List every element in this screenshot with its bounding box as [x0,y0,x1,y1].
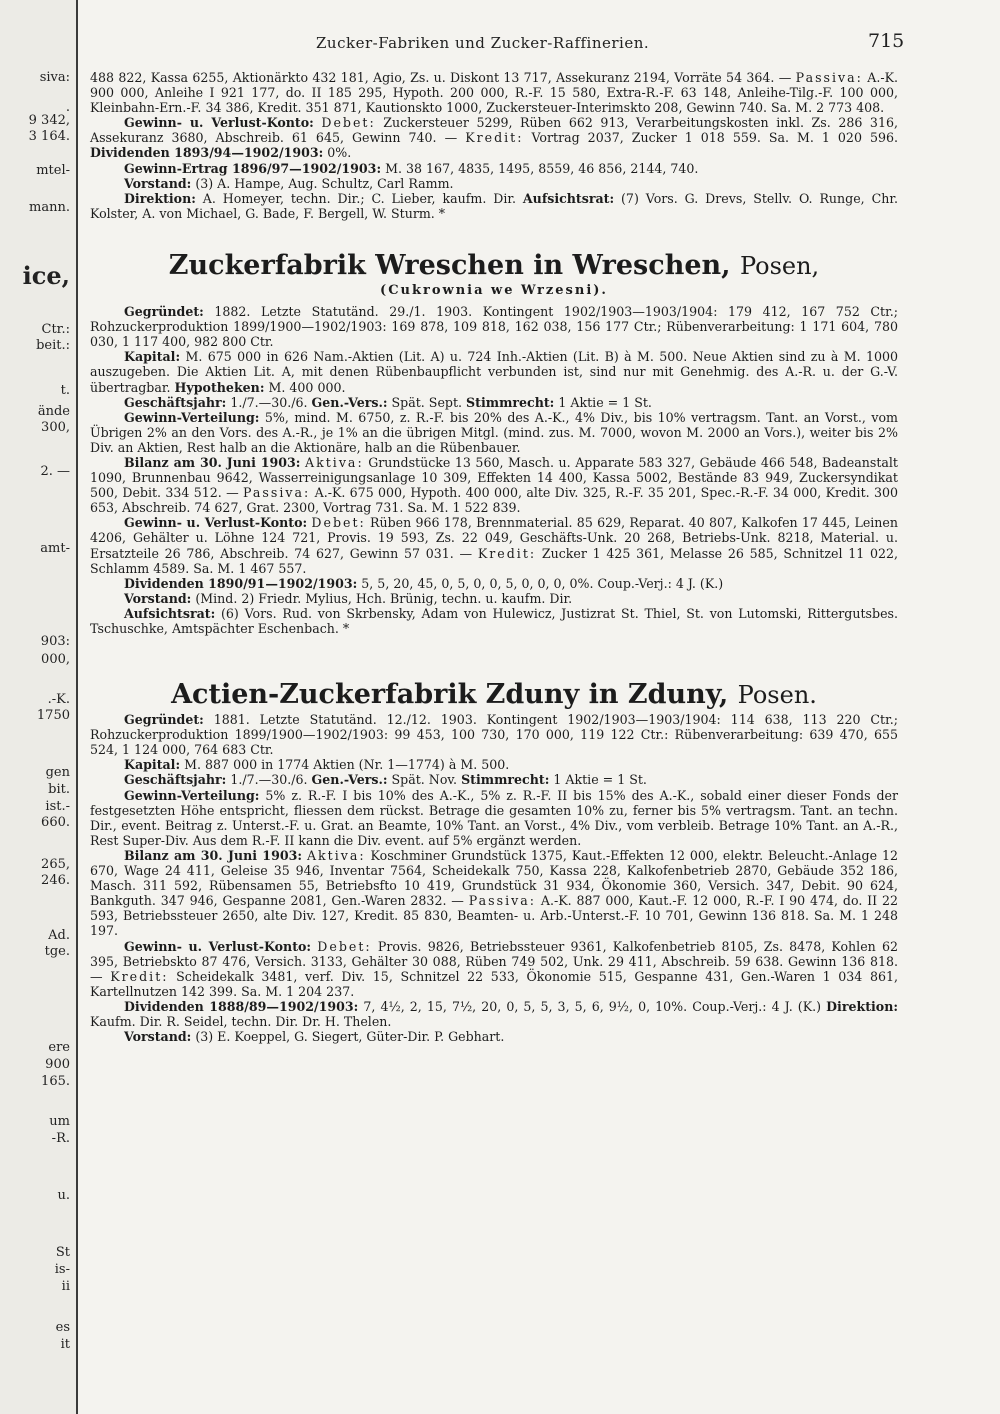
margin-fragment: ände [37,404,70,419]
margin-fragment: bit. [48,782,70,797]
left-margin-previous-page [0,0,78,1414]
margin-fragment: ist.- [45,799,70,814]
founded-entry: Gegründet: 1882. Letzte Statutänd. 29./1. 1903. Kontingent 1902/1903—1903/1904: 179 412, 167 752 Ctr.; Rohzuckerproduktion 1899/1900—1902/1903: 169 878, 109 818, 162 038, 156 177 Ctr.; Rübenverarbeitung: 1 171 604, 780 030, 1 117 400, 982 800 Ctr. [90,304,898,350]
margin-fragment: t. [60,383,70,398]
margin-fragment: 660. [41,815,70,830]
company-title: Actien-Zuckerfabrik Zduny in Zduny, Posen. [171,679,817,711]
balance-continuation: 488 822, Kassa 6255, Aktionärkto 432 181, Agio, Zs. u. Diskont 13 717, Assekuranz 2194, Vorräte 54 364. — Passiva: A.-K. 900 000, Anleihe I 921 177, do. II 185 295, Hypoth. 200 000, R.-F. 15 580, Extra-R.-F. 63 148, Anleihe-Tilg.-F. 100 000, Kleinbahn-Ern.-F. 34 386, Kredit. 351 871, Kautionskto 1000, Zuckersteuer-Interimskto 208, Gewinn 740. Sa. M. 2 773 408. [90,70,898,116]
margin-fragment: 000, [41,652,70,667]
margin-fragment: St [55,1245,70,1260]
margin-fragment: ice, [22,261,70,290]
business-year-entry: Geschäftsjahr: 1./7.—30./6. Gen.-Vers.: Spät. Nov. Stimmrecht: 1 Aktie = 1 St. [124,772,647,788]
business-year-entry: Geschäftsjahr: 1./7.—30./6. Gen.-Vers.: Spät. Sept. Stimmrecht: 1 Aktie = 1 St. [124,394,652,410]
balance-sheet-entry: Bilanz am 30. Juni 1903: Aktiva: Grundstücke 13 560, Masch. u. Apparate 583 327, Gebäude 466 548, Badeanstalt 1090, Brunnenbau 9642, Wasserreinigungsanlage 10 309, Effekten 14 400, Kassa 5002, Bestände 83 949, Zuckersyndikat 500, Debit. 334 512. — Passiva: A.-K. 675 000, Hypoth. 400 000, alte Div. 325, R.-F. 35 201, Spec.-R.-F. 34 000, Kredit. 300 653, Abschreib. 74 627, Grat. 2300, Vortrag 731. Sa. M. 1 522 839. [90,454,898,516]
margin-fragment: siva: [39,70,70,85]
margin-fragment: Ad. [48,928,70,943]
page-number: 715 [868,30,905,52]
board-entry: Vorstand: (3) E. Koeppel, G. Siegert, Güter-Dir. P. Gebhart. [124,1029,505,1045]
margin-fragment: -R. [51,1131,70,1146]
margin-fragment: mtel- [36,163,70,178]
margin-fragment: 246. [41,873,70,888]
margin-fragment: 900 [45,1057,70,1072]
margin-fragment: mann. [29,200,70,215]
margin-fragment: Ctr.: [41,322,70,337]
margin-fragment: es [55,1320,70,1335]
margin-fragment: tge. [44,944,70,959]
margin-fragment: u. [57,1188,70,1203]
company-entry-zduny [90,680,898,1044]
margin-fragment: 300, [41,420,70,435]
capital-entry: Kapital: M. 887 000 in 1774 Aktien (Nr. 1—1774) à M. 500. [124,757,510,773]
margin-fragment: gen [45,765,70,780]
profit-distribution-entry: Gewinn-Verteilung: 5% z. R.-F. I bis 10% des A.-K., 5% z. R.-F. II bis 15% des A.-K., sobald einer dieser Fonds der festgesetzten Höhe entspricht, fliessen dem rückst. Betrage die gesamten 10% zu, ferner bis 5% vertragsm. Tant. an techn. Dir., event. Beitrag z. Unterst.-F. u. Grat. an Beamte, 10% Tant. an Vorst., 4% Div., vom verbleib. Betrage 10% Tant. an A.-R., Rest Super-Div. Aus dem R.-F. II kann die Div. event. auf 5% ergänzt werden. [90,787,899,848]
board-entry: Vorstand: (Mind. 2) Friedr. Mylius, Hch. Brünig, techn. u. kaufm. Dir. [124,590,573,606]
running-title: Zucker-Fabriken und Zucker-Raffinerien. [316,34,650,52]
supervisory-board-entry: Aufsichtsrat: (6) Vors. Rud. von Skrbensky, Adam von Hulewicz, Justizrat St. Thiel, St. von Lutomski, Rittergutsbes. Tschuschke, Amtspächter Eschenbach. * [90,605,898,636]
margin-fragment: ere [48,1040,70,1055]
margin-fragment: is- [54,1262,70,1277]
margin-fragment: amt- [40,541,70,556]
margin-fragment: it [60,1337,70,1352]
previous-company-continuation [90,70,898,221]
main-text-column [90,70,898,1044]
management-entry: Direktion: A. Homeyer, techn. Dir.; C. Lieber, kaufm. Dir. Aufsichtsrat: (7) Vors. G. Drevs, Stellv. O. Runge, Chr. Kolster, A. von Michael, G. Bade, F. Bergell, W. Sturm. * [90,190,898,221]
capital-entry: Kapital: M. 675 000 in 626 Nam.-Aktien (Lit. A) u. 724 Inh.-Aktien (Lit. B) à M. 500. Neue Aktien sind zu à M. 1000 auszugeben. Die Aktien Lit. A, mit denen Rübenbaupflicht verbunden ist, sind nur mit Genehmig. des A.-R. u. der G.-V. übertragbar. Hypotheken: M. 400 000. [90,349,898,395]
profit-yield: Gewinn-Ertrag 1896/97—1902/1903: M. 38 167, 4835, 1495, 8559, 46 856, 2144, 740. [124,160,699,176]
dividends-entry: Dividenden 1888/89—1902/1903: 7, 4½, 2, 15, 7½, 20, 0, 5, 5, 3, 5, 6, 9½, 0, 10%. Coup.-Verj.: 4 J. (K.) Direktion: Kaufm. Dir. R. Seidel, techn. Dir. Dr. H. Thelen. [90,998,898,1029]
profit-loss-account: Gewinn- u. Verlust-Konto: Debet: Rüben 966 178, Brennmaterial. 85 629, Reparat. 40 807, Kalkofen 17 445, Leinen 4206, Gehälter u. Löhne 124 721, Provis. 19 593, Zs. 22 049, Geschäfts-Unk. 20 268, Betriebs-Unk. 8218, Material. u. Ersatzteile 26 786, Abschreib. 74 627, Gewinn 57 031. — Kredit: Zucker 1 425 361, Melasse 26 585, Schnitzel 11 022, Schlamm 4589. Sa. M. 1 467 557. [90,515,898,576]
margin-fragment: 3 164. [28,129,70,144]
margin-fragment: 265, [41,857,70,872]
margin-fragment: 9 342, [28,113,70,128]
company-title: Zuckerfabrik Wreschen in Wreschen, Posen, [168,249,820,281]
balance-sheet-entry: Bilanz am 30. Juni 1903: Aktiva: Koschminer Grundstück 1375, Kaut.-Effekten 12 000, elektr. Beleucht.-Anlage 12 670, Wage 24 411, Geleise 35 946, Inventar 7564, Scheidekalk 750, Kassa 228, Kalkofenbetrieb 2870, Gebäude 352 186, Masch. 311 592, Rübensamen 55, Betriebsfto 10 419, Grundstück 31 934, Ökonomie 360, Versich. 347, Debit. 90 624, Bankguth. 347 946, Gespanne 2081, Gen.-Waren 2832. — Passiva: A.-K. 887 000, Kaut.-F. 12 000, R.-F. I 90 474, do. II 22 593, Betriebssteuer 2650, alte Div. 127, Kredit. 85 830, Beamten- u. Arb.-Unterst.-F. 10 701, Gewinn 136 818. Sa. M. 1 248 197. [90,847,899,939]
profit-loss-account: Gewinn- u. Verlust-Konto: Debet: Zuckersteuer 5299, Rüben 662 913, Verarbeitungskosten inkl. Zs. 286 316, Assekuranz 3680, Abschreib. 61 645, Gewinn 740. — Kredit: Vortrag 2037, Zucker 1 018 559. Sa. M. 1 020 596. Dividenden 1893/94—1902/1903: 0%. [90,115,898,161]
margin-fragment: ii [61,1279,70,1294]
margin-fragment: 1750 [36,708,70,723]
company-subtitle: (Cukrownia we Wrzesni). [380,282,608,298]
margin-fragment: . [65,100,70,115]
margin-fragment: beit.: [36,338,70,353]
margin-fragment: .-K. [47,692,70,707]
margin-fragment: 2. — [40,464,70,479]
margin-fragment: 903: [40,634,70,649]
margin-fragment: um [49,1114,70,1129]
founded-entry: Gegründet: 1881. Letzte Statutänd. 12./12. 1903. Kontingent 1902/1903—1903/1904: 114 638, 113 220 Ctr.; Rohzuckerproduktion 1899/1900—1902/1903: 99 453, 100 730, 170 000, 119 122 Ctr.: Rübenverarbeitung: 639 470, 655 524, 1 124 000, 764 683 Ctr. [90,712,898,758]
dividends-entry: Dividenden 1890/91—1902/1903: 5, 5, 20, 45, 0, 5, 0, 0, 5, 0, 0, 0, 0%. Coup.-Verj.: 4 J. (K.) [124,575,724,591]
margin-fragment: 165. [41,1074,70,1089]
company-entry-wreschen [90,251,898,636]
profit-distribution-entry: Gewinn-Verteilung: 5%, mind. M. 6750, z. R.-F. bis 20% des A.-K., 4% Div., bis 10% vertragsm. Tant. an Vorst., vom Übrigen 2% an den Vors. des A.-R., je 1% an die übrigen Mitgl. (mind. zus. M. 7000, wovon M. 2000 an Vors.), weiter bis 2% Div. an Aktien, Rest halb an die Aktionäre, halb an die Rübenbauer. [90,409,898,455]
board-entry: Vorstand: (3) A. Hampe, Aug. Schultz, Carl Ramm. [124,175,454,191]
profit-loss-account: Gewinn- u. Verlust-Konto: Debet: Provis. 9826, Betriebssteuer 9361, Kalkofenbetrieb 8105, Zs. 8478, Kohlen 62 395, Betriebskto 87 476, Versich. 3133, Gehälter 30 088, Rüben 749 502, Unk. 29 411, Abschreib. 59 638. Gewinn 136 818. — Kredit: Scheidekalk 3481, verf. Div. 15, Schnitzel 22 533, Ökonomie 515, Gespanne 431, Gen.-Waren 1 034 861, Kartellnutzen 142 399. Sa. M. 1 204 237. [90,938,898,999]
